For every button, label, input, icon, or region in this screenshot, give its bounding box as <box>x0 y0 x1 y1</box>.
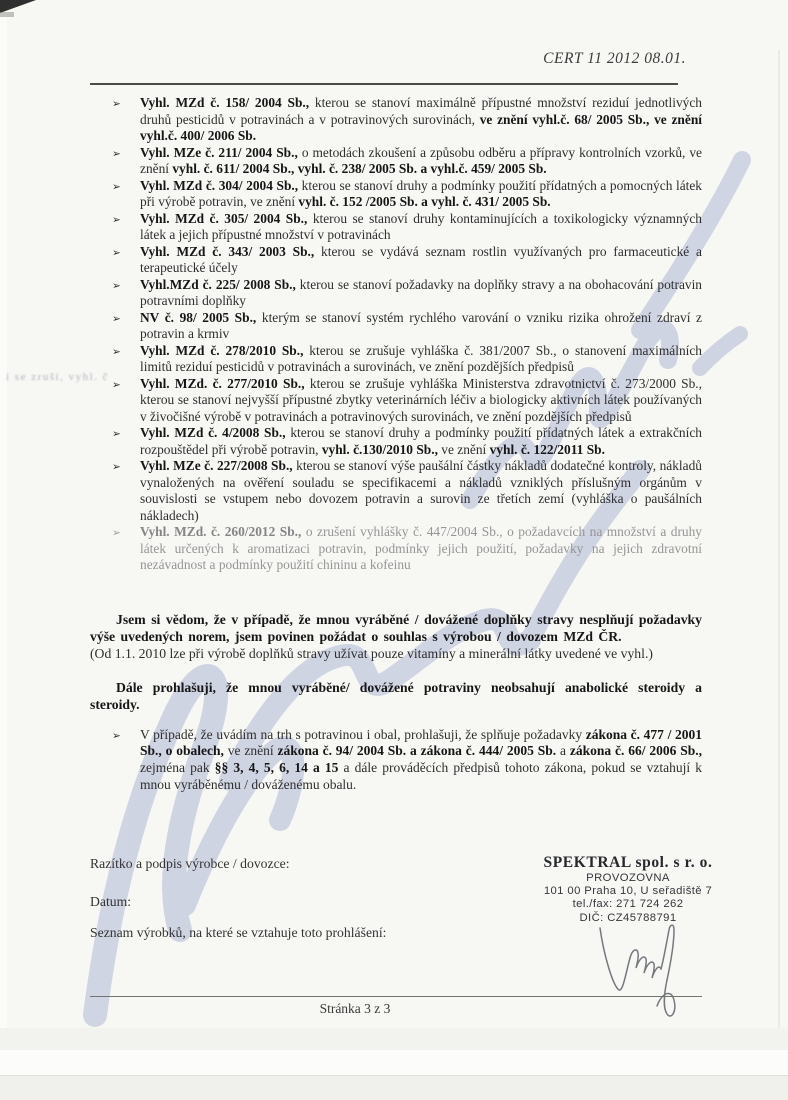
text-run: kterou se zrušuje vyhláška č. 381/2007 Sb., o stanovení maximálních limitů reziduí pesticidů v potravinách a surovinách, ve znění pozdějších předpisů <box>140 342 702 374</box>
list-item-text <box>140 425 702 457</box>
text-run: kterou se zrušuje vyhláška Ministerstva zdravotnictví č. 273/2000 Sb., kterou se stanoví nejvyšší přípustné zbytky veterinárních léčiv a biologicky aktivních látek používaných v živočišné výrobě v potravinách a potravinových surovinách, ve znění pozdějších předpisů <box>140 375 703 424</box>
list-item-text <box>140 727 702 793</box>
text-run: kterou se stanoví druhy a podmínky použití přídatných a pomocných látek při výrobě potravin, ve znění <box>140 177 703 209</box>
text-run: Vyhl. MZd č. 304/ 2004 Sb., <box>140 177 299 193</box>
date-label: Datum: <box>90 894 132 909</box>
arrow-bullet-icon: ➢ <box>112 461 121 473</box>
text-run: ve znění vyhl.č. 68/ 2005 Sb., ve znění vyhl.č. 400/ 2006 Sb. <box>140 111 702 143</box>
text-run: Vyhl. MZe č. 227/2008 Sb., <box>140 458 293 473</box>
stamp-line-telfax: tel./fax: 271 724 262 <box>572 898 684 911</box>
list-item <box>90 425 702 458</box>
page-left-edge <box>0 0 7 1100</box>
text-run: vyhl. č. 611/ 2004 Sb., vyhl. č. 238/ 2005 Sb. a vyhl.č. 459/ 2005 Sb. <box>172 161 547 176</box>
text-run: kterou se stanoví požadavky na doplňky stravy a na obohacování potravin potravními doplňky <box>140 276 702 308</box>
text-run: NV č. 98/ 2005 Sb., <box>140 309 257 325</box>
scan-bottom-light-band <box>0 1050 788 1075</box>
arrow-bullet-icon: ➢ <box>112 428 121 440</box>
arrow-bullet-icon: ➢ <box>112 378 121 391</box>
text-run: a dále prováděcích předpisů tohoto zákona, pokud se vztahují k mnou vyráběnému / dováženému obalu. <box>140 760 702 793</box>
text-run: o zrušení vyhlášky č. 447/2004 Sb., o požadavcích na množství a druhy látek určených k aromatizaci potravin, podmínky jejich použití, požadavky na jejich zdravotní nezávadnost a podmínky použití chininu a kofeinu <box>140 524 702 572</box>
products-list-label: Seznam výrobků, na které se vztahuje toto prohlášení: <box>90 925 387 940</box>
text-run: kterou se stanoví druhy kontaminujících a toxikologicky významných látek a jejich přípustné množství v potravinách <box>140 210 702 242</box>
list-item-text <box>140 458 702 523</box>
stamp-line-address: 101 00 Praha 10, U seřadiště 7 <box>543 885 713 898</box>
list-item <box>90 95 702 145</box>
scan-corner-shadow <box>0 12 14 17</box>
text-run: zejména pak <box>140 760 215 776</box>
text-run: Vyhl. MZd. č. 277/2010 Sb., <box>140 375 305 391</box>
list-item-text <box>140 95 702 143</box>
text-run: Vyhl. MZd č. 343/ 2003 Sb., <box>140 243 315 259</box>
header-rule <box>90 83 678 85</box>
list-item-text <box>140 145 702 177</box>
regulation-list <box>90 95 702 574</box>
arrow-bullet-icon: ➢ <box>112 98 121 110</box>
text-run: a <box>556 743 570 759</box>
list-item-text <box>140 524 702 572</box>
text-run: zákona č. 66/ 2006 Sb., <box>569 743 702 759</box>
text-run: o metodách zkoušení a způsobu odběru a přípravy kontrolních vzorků, ve znění <box>140 144 702 176</box>
text-run: kterou se vydává seznam rostlin využívaných pro farmaceutické a terapeutické účely <box>140 243 702 275</box>
text-run: §§ 3, 4, 5, 6, 14 a 15 <box>214 760 339 776</box>
arrow-bullet-icon: ➢ <box>112 147 121 160</box>
declaration-note: (Od 1.1. 2010 lze při výrobě doplňků stravy užívat pouze vitamíny a minerální látky uvedené ve vyhl.) <box>90 645 653 661</box>
page-right-edge <box>778 50 780 1100</box>
scan-below-page-area <box>0 1075 788 1100</box>
list-item-text <box>140 343 702 375</box>
arrow-bullet-icon: ➢ <box>112 527 121 539</box>
list-item <box>90 524 702 574</box>
arrow-bullet-icon: ➢ <box>112 345 121 358</box>
document-code: CERT 11 2012 08.01. <box>543 50 686 67</box>
list-item <box>90 727 702 795</box>
text-run: Vyhl. MZd č. 4/2008 Sb., <box>140 425 286 440</box>
footer-rule <box>90 996 702 997</box>
list-item <box>90 178 702 211</box>
text-run: V případě, že uvádím na trh s potravinou i obal, prohlašuji, že splňuje požadavky <box>140 726 586 742</box>
declaration-paragraph-2: Dále prohlašuji, že mnou vyráběné/ dovážené potraviny neobsahují anabolické steroidy a steroidy. <box>90 680 702 713</box>
text-run: zákona č. 477 / 2001 Sb., o obalech, <box>140 726 702 759</box>
text-run: zákona č. 94/ 2004 Sb. a zákona č. 444/ 2005 Sb. <box>277 743 557 759</box>
text-run: Vyhl. MZd č. 278/2010 Sb., <box>140 342 304 358</box>
list-item <box>90 145 702 178</box>
text-run: Vyhl. MZd č. 305/ 2004 Sb., <box>140 210 308 226</box>
list-item <box>90 310 702 343</box>
arrow-bullet-icon: ➢ <box>112 213 121 226</box>
text-run: vyhl. č.130/2010 Sb., <box>321 441 438 457</box>
document-body <box>90 95 702 794</box>
text-run: Vyhl.MZd č. 225/ 2008 Sb., <box>140 276 296 292</box>
text-run: ve znění <box>437 441 490 457</box>
list-item <box>90 343 702 376</box>
list-item <box>90 376 702 426</box>
list-item-text <box>140 178 702 210</box>
text-run: vyhl. č. 122/2011 Sb. <box>489 441 605 457</box>
handwritten-signature <box>588 914 688 1036</box>
arrow-bullet-icon: ➢ <box>112 279 121 292</box>
text-run: kterou se stanoví druhy a podmínky použití přídatných látek a extrakčních rozpouštědel při výrobě potravin, <box>140 425 702 457</box>
packaging-clause <box>90 727 702 795</box>
stamp-line-provozovna: PROVOZOVNA <box>586 872 670 884</box>
text-run: vyhl. č. 152 /2005 Sb. a vyhl. č. 431/ 2005 Sb. <box>298 194 551 209</box>
text-run: Vyhl. MZd č. 158/ 2004 Sb., <box>140 95 310 110</box>
list-item <box>90 458 702 524</box>
stamp-company-name: SPEKTRAL spol. s r. o. <box>543 854 713 871</box>
text-run: ve znění <box>223 743 278 759</box>
text-run: kterou se stanoví výše paušální částky nákladů dodatečné kontroly, nákladů vynaložených na ověření souladu se specifikacemi a nákladů vzniklých příslušným orgánům v souvislosti se vstupem nebo dovozem potravin a surovin ze třetích zemí (vyhláška o paušálních nákladech) <box>140 458 702 523</box>
list-item-text <box>140 277 702 309</box>
arrow-bullet-icon: ➢ <box>112 180 121 193</box>
arrow-bullet-icon: ➢ <box>112 729 121 742</box>
declaration-paragraph-1: Jsem si vědom, že v případě, že mnou vyráběné / dovážené doplňky stravy nesplňují požadavky výše uvedených norem, jsem povinen požádat o souhlas s výrobou / dovozem MZd ČR. <box>90 611 702 644</box>
list-item-text <box>140 310 702 342</box>
stamp-signature-label: Razítko a podpis výrobce / dovozce: <box>90 856 290 871</box>
list-item-text <box>140 244 702 276</box>
text-run: kterým se stanoví systém rychlého varování o vzniku rizika ohrožení zdraví z potravin a krmiv <box>140 309 703 341</box>
page-number: Stránka 3 z 3 <box>319 1001 391 1016</box>
list-item <box>90 244 702 277</box>
list-item-text <box>140 211 702 243</box>
arrow-bullet-icon: ➢ <box>112 312 121 325</box>
text-run: Vyhl. MZe č. 211/ 2004 Sb., <box>140 144 298 160</box>
list-item <box>90 211 702 244</box>
text-run: Vyhl. MZd. č. 260/2012 Sb., <box>140 524 302 539</box>
text-run: kterou se stanoví maximálně přípustné množství reziduí jednotlivých druhů pesticidů v potravinách a v potravinových surovinách, <box>140 95 703 127</box>
list-item-text <box>140 376 702 424</box>
bleed-through-text: i se zruší, vyhl. č <box>6 371 110 383</box>
stamp-line-dic: DIČ: CZ45788791 <box>579 911 677 924</box>
list-item <box>90 277 702 310</box>
arrow-bullet-icon: ➢ <box>112 246 121 259</box>
